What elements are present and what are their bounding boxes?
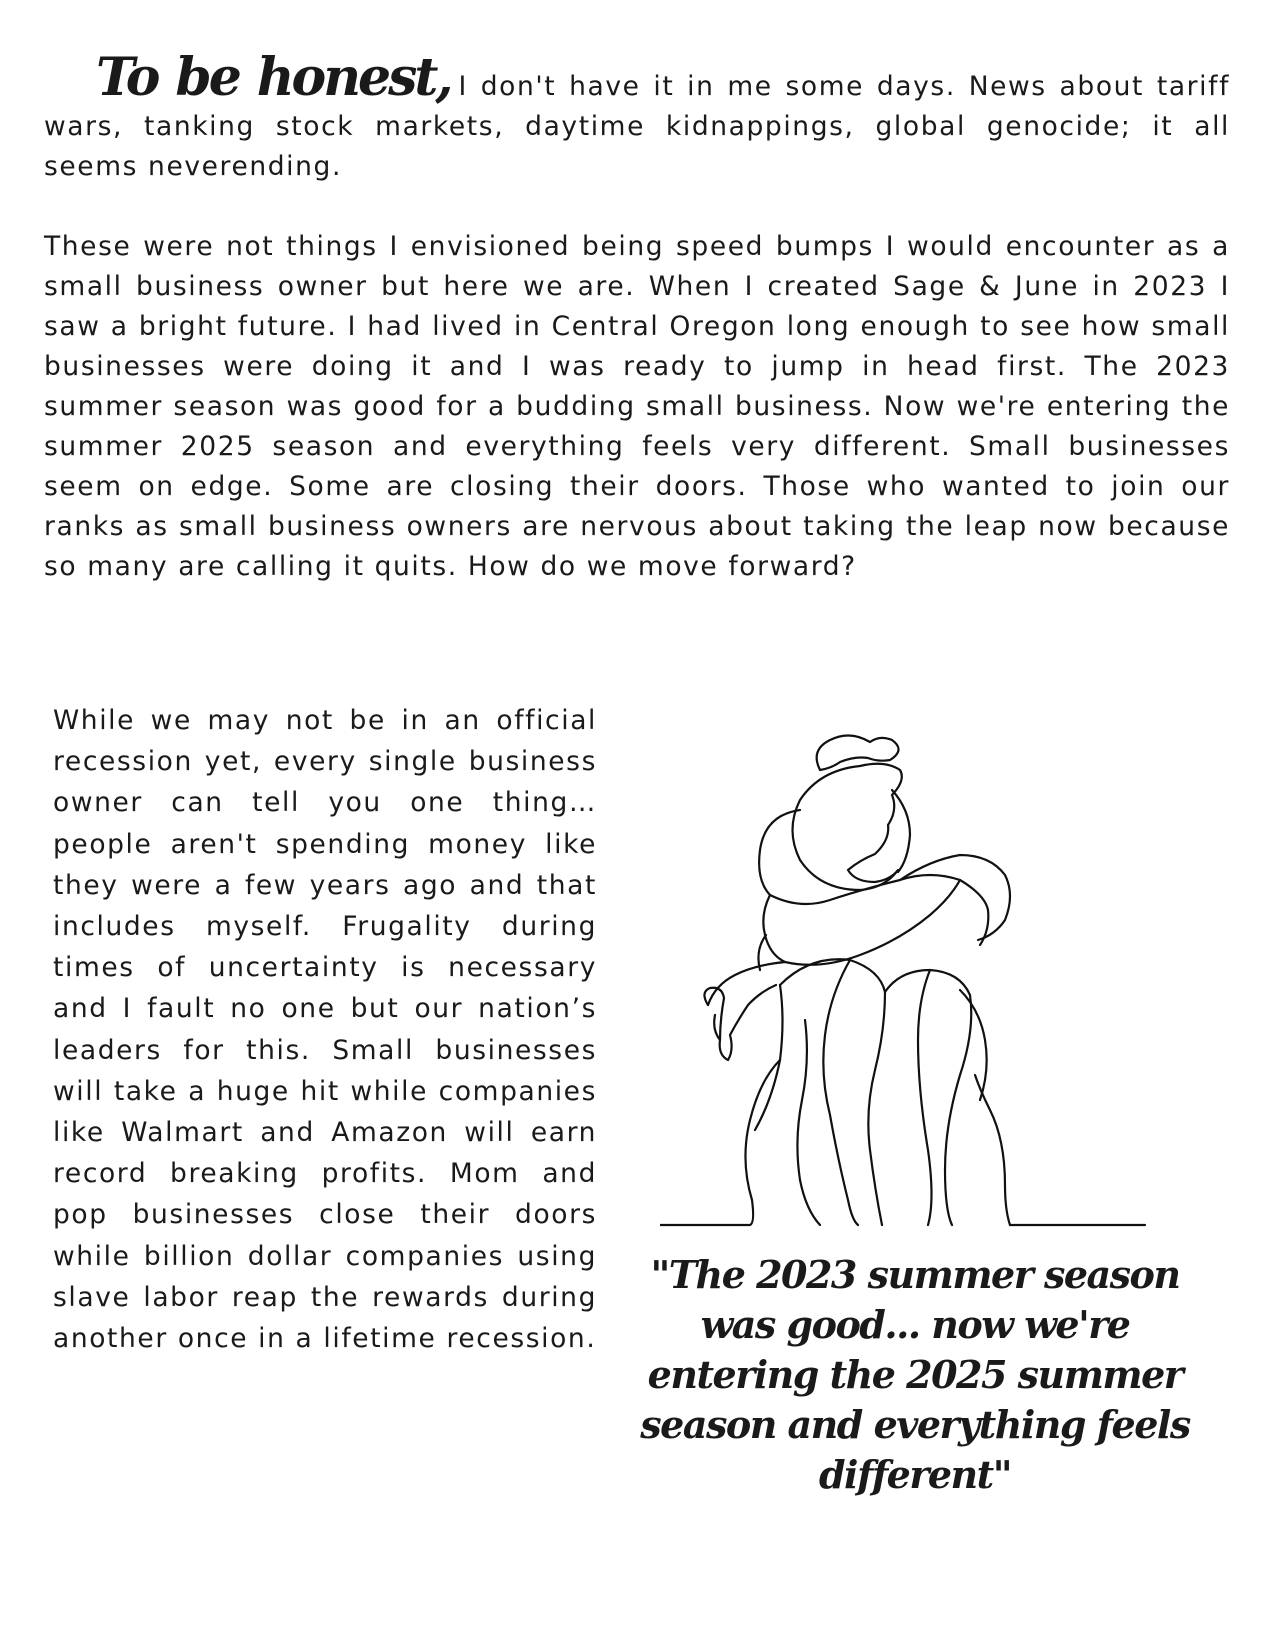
intro-paragraph-1-text: I don't have it in me some days. News about tariff wars, tanking stock markets, daytime kidnappings, global genocide; it all seems neverending. xyxy=(44,71,1231,182)
ground-line-left xyxy=(660,1060,780,1225)
forearm xyxy=(708,962,785,1005)
intro-paragraph-1 xyxy=(44,47,1231,187)
pull-quote: "The 2023 summer season was good... now we're entering the 2025 summer season and everything feels different" xyxy=(640,1252,1190,1497)
line-art-hugging-knees-icon xyxy=(660,730,1180,1230)
body-column-paragraph: While we may not be in an official recession yet, every single business owner can tell you one thing… people aren't spending money like they were a few years ago and that includes myself. Frugality during times of uncertainty is necessary and I fault no one but our nation’s leaders for this. Small businesses will take a huge hit while companies like Walmart and Amazon will earn record breaking profits. Mom and pop businesses close their doors while billion dollar companies using slave labor reap the rewards during another once in a lifetime recession. xyxy=(53,705,597,1355)
head xyxy=(793,764,902,890)
intro-section xyxy=(44,47,1231,587)
lead-in-script: To be honest, xyxy=(96,47,451,108)
intro-paragraph-2: These were not things I envisioned being speed bumps I would encounter as a small business owner but here we are. When I created Sage & June in 2023 I saw a bright future. I had lived in Central Oregon long enough to see how small businesses were doing it and I was ready to jump in head first. The 2023 summer season was good for a budding small business. Now we're entering the summer 2025 season and everything feels very different. Small businesses seem on edge. Some are closing their doors. Those who wanted to join our ranks as small business owners are nervous about taking the leap now because so many are calling it quits. How do we move forward? xyxy=(44,231,1230,582)
